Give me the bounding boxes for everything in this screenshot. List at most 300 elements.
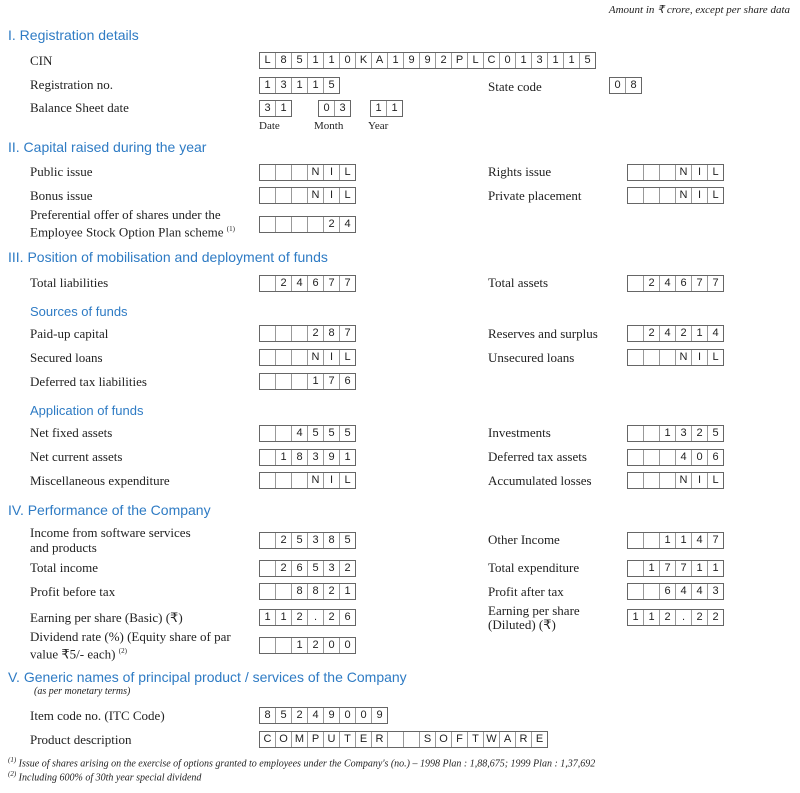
char-box: L — [344, 474, 351, 486]
rights-issue-value — [627, 164, 724, 181]
state-code-label: State code — [488, 79, 542, 94]
char-box: 5 — [276, 708, 292, 723]
char-box: L — [344, 189, 351, 201]
char-box: 2 — [692, 426, 708, 441]
char-box: E — [356, 732, 372, 747]
char-box: I — [324, 188, 340, 203]
char-box — [276, 584, 292, 599]
char-box: 6 — [292, 561, 308, 576]
char-box — [628, 533, 644, 548]
char-box — [644, 473, 660, 488]
char-box: 3 — [276, 78, 292, 93]
char-box: 4 — [676, 450, 692, 465]
rights-issue-label: Rights issue — [488, 164, 552, 179]
char-box: F — [452, 732, 468, 747]
char-box — [660, 450, 676, 465]
char-box: 7 — [676, 561, 692, 576]
char-box — [260, 326, 276, 341]
char-box — [292, 374, 308, 389]
char-box: 5 — [328, 79, 335, 91]
char-box: L — [468, 53, 484, 68]
char-box — [260, 374, 276, 389]
eps-diluted-value — [627, 609, 724, 626]
char-box: O — [276, 732, 292, 747]
char-box — [644, 426, 660, 441]
char-box: 4 — [660, 326, 676, 341]
products-note: (as per monetary terms) — [34, 686, 131, 697]
char-box: R — [516, 732, 532, 747]
char-box: 5 — [308, 426, 324, 441]
char-box: 5 — [308, 561, 324, 576]
date-caption: Date — [259, 120, 280, 132]
char-box — [292, 165, 308, 180]
secured-label: Secured loans — [30, 350, 103, 365]
char-box: 1 — [388, 53, 404, 68]
header-note: Amount in ₹ crore, except per share data — [608, 4, 790, 16]
char-box: I — [692, 188, 708, 203]
char-box — [276, 638, 292, 653]
char-box: 4 — [712, 327, 719, 339]
bs-date-month — [318, 100, 351, 117]
char-box: 1 — [391, 102, 398, 114]
char-box: 1 — [292, 638, 308, 653]
char-box — [292, 326, 308, 341]
eps-basic-label: Earning per share (Basic) (₹) — [30, 610, 183, 625]
char-box: 2 — [276, 533, 292, 548]
private-placement-value — [627, 187, 724, 204]
char-box — [628, 326, 644, 341]
income-sw-label-1: Income from software services — [30, 525, 191, 540]
char-box — [276, 217, 292, 232]
char-box: S — [420, 732, 436, 747]
section-performance-title: IV. Performance of the Company — [8, 502, 211, 518]
char-box: 2 — [436, 53, 452, 68]
char-box: U — [324, 732, 340, 747]
char-box — [260, 217, 276, 232]
char-box: T — [468, 732, 484, 747]
char-box — [292, 350, 308, 365]
char-box: 1 — [692, 326, 708, 341]
char-box: N — [308, 165, 324, 180]
char-box: L — [260, 53, 276, 68]
total-assets-label: Total assets — [488, 275, 549, 290]
char-box: P — [452, 53, 468, 68]
char-box: N — [308, 188, 324, 203]
cin-label: CIN — [30, 53, 53, 68]
char-box: 7 — [692, 276, 708, 291]
char-box: 2 — [308, 326, 324, 341]
net-fixed-label: Net fixed assets — [30, 425, 113, 440]
total-exp-label: Total expenditure — [488, 560, 580, 575]
char-box: 2 — [276, 276, 292, 291]
char-box: 8 — [308, 584, 324, 599]
char-box — [292, 188, 308, 203]
investments-label: Investments — [488, 425, 551, 440]
char-box: 1 — [371, 101, 387, 116]
char-box: 7 — [660, 561, 676, 576]
char-box — [660, 188, 676, 203]
pref-offer-value — [259, 216, 356, 233]
char-box: 5 — [292, 533, 308, 548]
char-box: 0 — [356, 708, 372, 723]
pbt-label: Profit before tax — [30, 584, 116, 599]
char-box — [292, 473, 308, 488]
char-box: 8 — [292, 450, 308, 465]
char-box: M — [292, 732, 308, 747]
char-box: 1 — [260, 610, 276, 625]
char-box: O — [436, 732, 452, 747]
char-box — [628, 450, 644, 465]
char-box: 5 — [324, 426, 340, 441]
char-box: 6 — [308, 276, 324, 291]
char-box — [644, 188, 660, 203]
char-box: 0 — [692, 450, 708, 465]
char-box: I — [692, 350, 708, 365]
char-box — [260, 584, 276, 599]
sources-heading: Sources of funds — [30, 304, 128, 319]
char-box: 6 — [344, 611, 351, 623]
net-current-label: Net current assets — [30, 449, 123, 464]
char-box: 0 — [344, 639, 351, 651]
reserves-label: Reserves and surplus — [488, 326, 598, 341]
char-box: N — [308, 473, 324, 488]
char-box: N — [676, 165, 692, 180]
application-heading: Application of funds — [30, 403, 144, 418]
char-box: 0 — [324, 638, 340, 653]
bs-date-day — [259, 100, 292, 117]
char-box: 2 — [324, 217, 340, 232]
char-box: 6 — [676, 276, 692, 291]
eps-basic-value — [259, 609, 356, 626]
char-box: 7 — [324, 374, 340, 389]
eps-diluted-label-2: (Diluted) (₹) — [488, 617, 556, 632]
char-box: 9 — [376, 709, 383, 721]
char-box: 1 — [344, 585, 351, 597]
char-box: 0 — [340, 708, 356, 723]
reserves-value — [627, 325, 724, 342]
char-box: 1 — [308, 374, 324, 389]
char-box: 2 — [644, 276, 660, 291]
char-box — [644, 584, 660, 599]
total-income-value — [259, 560, 356, 577]
char-box: 2 — [292, 708, 308, 723]
char-box: 5 — [712, 427, 719, 439]
char-box — [260, 350, 276, 365]
char-box: 2 — [308, 638, 324, 653]
deferred-tax-assets-label: Deferred tax assets — [488, 449, 587, 464]
char-box: 7 — [344, 277, 351, 289]
char-box: A — [372, 53, 388, 68]
char-box — [276, 165, 292, 180]
dividend-label-1: Dividend rate (%) (Equity share of par — [30, 629, 231, 644]
char-box: 1 — [280, 102, 287, 114]
char-box — [644, 533, 660, 548]
char-box: 8 — [630, 79, 637, 91]
other-income-value — [627, 532, 724, 549]
char-box: 7 — [344, 327, 351, 339]
char-box: 1 — [548, 53, 564, 68]
char-box: 1 — [676, 533, 692, 548]
char-box: W — [484, 732, 500, 747]
char-box: P — [308, 732, 324, 747]
char-box: 0 — [500, 53, 516, 68]
char-box: 0 — [319, 101, 335, 116]
char-box: 1 — [660, 426, 676, 441]
pref-offer-label-2: Employee Stock Option Plan scheme $^{(1)}$ — [30, 224, 235, 240]
char-box: 3 — [260, 101, 276, 116]
bonus-issue-label: Bonus issue — [30, 188, 93, 203]
char-box: L — [712, 351, 719, 363]
char-box: 8 — [324, 533, 340, 548]
char-box: 8 — [292, 584, 308, 599]
char-box: 3 — [308, 533, 324, 548]
unsecured-value — [627, 349, 724, 366]
char-box: 2 — [644, 326, 660, 341]
char-box: L — [712, 474, 719, 486]
private-placement-label: Private placement — [488, 188, 582, 203]
unsecured-label: Unsecured loans — [488, 350, 575, 365]
char-box — [276, 473, 292, 488]
char-box: I — [324, 165, 340, 180]
char-box: 4 — [292, 276, 308, 291]
char-box — [260, 188, 276, 203]
char-box: 1 — [260, 78, 276, 93]
bonus-issue-value — [259, 187, 356, 204]
char-box: 1 — [516, 53, 532, 68]
char-box — [628, 188, 644, 203]
other-income-label: Other Income — [488, 532, 560, 547]
total-income-label: Total income — [30, 560, 99, 575]
char-box: 3 — [324, 561, 340, 576]
char-box: 4 — [344, 218, 351, 230]
char-box — [260, 165, 276, 180]
char-box: 4 — [692, 584, 708, 599]
char-box: A — [500, 732, 516, 747]
char-box: 1 — [644, 561, 660, 576]
char-box: L — [344, 166, 351, 178]
char-box — [644, 450, 660, 465]
section-capital-title: II. Capital raised during the year — [8, 139, 207, 155]
char-box — [276, 188, 292, 203]
char-box: 9 — [324, 450, 340, 465]
char-box: 2 — [712, 611, 719, 623]
char-box: N — [308, 350, 324, 365]
char-box: 1 — [276, 610, 292, 625]
char-box: N — [676, 473, 692, 488]
char-box — [260, 450, 276, 465]
char-box: 1 — [344, 451, 351, 463]
char-box: 4 — [692, 533, 708, 548]
month-caption: Month — [314, 120, 344, 132]
deferred-tax-liab-label: Deferred tax liabilities — [30, 374, 147, 389]
char-box: 1 — [712, 562, 719, 574]
char-box: 8 — [324, 326, 340, 341]
char-box — [404, 732, 420, 747]
char-box: 4 — [308, 708, 324, 723]
char-box: 6 — [712, 451, 719, 463]
acc-losses-label: Accumulated losses — [488, 473, 592, 488]
char-box: L — [344, 351, 351, 363]
char-box — [260, 533, 276, 548]
char-box: 6 — [344, 375, 351, 387]
char-box: 3 — [339, 102, 346, 114]
char-box — [628, 561, 644, 576]
char-box: 9 — [404, 53, 420, 68]
char-box: R — [372, 732, 388, 747]
income-sw-value — [259, 532, 356, 549]
char-box: L — [712, 166, 719, 178]
char-box: 8 — [276, 53, 292, 68]
pbt-value — [259, 583, 356, 600]
char-box — [276, 426, 292, 441]
char-box: 0 — [610, 78, 626, 93]
char-box: 2 — [692, 610, 708, 625]
char-box — [260, 276, 276, 291]
char-box: 4 — [676, 584, 692, 599]
char-box: 1 — [564, 53, 580, 68]
char-box — [388, 732, 404, 747]
char-box: 7 — [324, 276, 340, 291]
char-box: L — [712, 189, 719, 201]
char-box: 1 — [324, 53, 340, 68]
char-box: 7 — [712, 277, 719, 289]
net-fixed-value — [259, 425, 356, 442]
char-box — [628, 350, 644, 365]
char-box: 2 — [660, 610, 676, 625]
pref-offer-label-1: Preferential offer of shares under the — [30, 207, 221, 222]
eps-diluted-label-1: Earning per share — [488, 603, 580, 618]
total-exp-value — [627, 560, 724, 577]
char-box: I — [692, 473, 708, 488]
char-box: I — [692, 165, 708, 180]
char-box: 2 — [676, 326, 692, 341]
investments-value — [627, 425, 724, 442]
public-issue-label: Public issue — [30, 164, 93, 179]
misc-exp-value — [259, 472, 356, 489]
char-box — [276, 374, 292, 389]
char-box: 3 — [712, 585, 719, 597]
char-box — [660, 350, 676, 365]
char-box — [628, 584, 644, 599]
misc-exp-label: Miscellaneous expenditure — [30, 473, 170, 488]
net-current-value — [259, 449, 356, 466]
char-box: 5 — [344, 534, 351, 546]
secured-value — [259, 349, 356, 366]
state-code-value — [609, 77, 642, 94]
char-box: 7 — [712, 534, 719, 546]
section-products-title: V. Generic names of principal product / services of the Company — [8, 669, 407, 685]
char-box: 1 — [660, 533, 676, 548]
pat-value — [627, 583, 724, 600]
char-box — [308, 217, 324, 232]
product-desc-label: Product description — [30, 732, 132, 747]
section-registration-title: I. Registration details — [8, 27, 139, 43]
char-box — [260, 638, 276, 653]
income-sw-label-2: and products — [30, 540, 97, 555]
char-box: 5 — [344, 427, 351, 439]
char-box: C — [484, 53, 500, 68]
char-box: 1 — [308, 78, 324, 93]
char-box: 2 — [276, 561, 292, 576]
char-box: 1 — [628, 610, 644, 625]
char-box — [628, 276, 644, 291]
char-box: E — [535, 733, 544, 745]
char-box: 1 — [644, 610, 660, 625]
char-box — [644, 165, 660, 180]
char-box: 9 — [324, 708, 340, 723]
product-desc-value — [259, 731, 548, 748]
paid-up-value — [259, 325, 356, 342]
char-box — [628, 165, 644, 180]
char-box: K — [356, 53, 372, 68]
char-box — [660, 473, 676, 488]
item-code-value — [259, 707, 388, 724]
char-box: 3 — [676, 426, 692, 441]
char-box — [292, 217, 308, 232]
char-box: 2 — [324, 584, 340, 599]
char-box: . — [308, 610, 324, 625]
char-box: . — [676, 610, 692, 625]
dividend-value — [259, 637, 356, 654]
char-box: T — [340, 732, 356, 747]
char-box: 3 — [532, 53, 548, 68]
char-box: I — [324, 473, 340, 488]
dividend-label-2: value ₹5/- each) $^{(2)}$ — [30, 646, 127, 662]
bs-date-label: Balance Sheet date — [30, 100, 129, 115]
char-box: 4 — [660, 276, 676, 291]
reg-no-value — [259, 77, 340, 94]
char-box: 5 — [292, 53, 308, 68]
char-box — [660, 165, 676, 180]
char-box: 2 — [324, 610, 340, 625]
pat-label: Profit after tax — [488, 584, 564, 599]
total-liabilities-label: Total liabilities — [30, 275, 109, 290]
reg-no-label: Registration no. — [30, 77, 114, 92]
public-issue-value — [259, 164, 356, 181]
char-box: 2 — [344, 562, 351, 574]
char-box — [260, 426, 276, 441]
deferred-tax-liab-value — [259, 373, 356, 390]
char-box: 0 — [340, 53, 356, 68]
char-box: N — [676, 350, 692, 365]
char-box: I — [324, 350, 340, 365]
char-box: N — [676, 188, 692, 203]
char-box: 1 — [308, 53, 324, 68]
acc-losses-value — [627, 472, 724, 489]
char-box: 8 — [260, 708, 276, 723]
char-box: 3 — [308, 450, 324, 465]
char-box — [276, 326, 292, 341]
char-box: 9 — [420, 53, 436, 68]
char-box: 1 — [692, 561, 708, 576]
char-box: C — [260, 732, 276, 747]
char-box — [260, 561, 276, 576]
char-box — [628, 426, 644, 441]
footnote-2: $^{(2)}$ Including 600% of 30th year special dividend — [8, 770, 202, 784]
footnote-1: $^{(1)}$ Issue of shares arising on the exercise of options granted to employees under the Company's (no.) – 1998 Plan : 1,88,675; 1999 Plan : 1,37,692 — [8, 756, 596, 770]
deferred-tax-assets-value — [627, 449, 724, 466]
year-caption: Year — [368, 120, 389, 132]
char-box: 6 — [660, 584, 676, 599]
item-code-label: Item code no. (ITC Code) — [30, 708, 165, 723]
char-box: 2 — [292, 610, 308, 625]
char-box: 4 — [292, 426, 308, 441]
char-box — [628, 473, 644, 488]
char-box — [644, 350, 660, 365]
char-box — [260, 473, 276, 488]
cin-value — [259, 52, 596, 69]
total-liabilities-value — [259, 275, 356, 292]
